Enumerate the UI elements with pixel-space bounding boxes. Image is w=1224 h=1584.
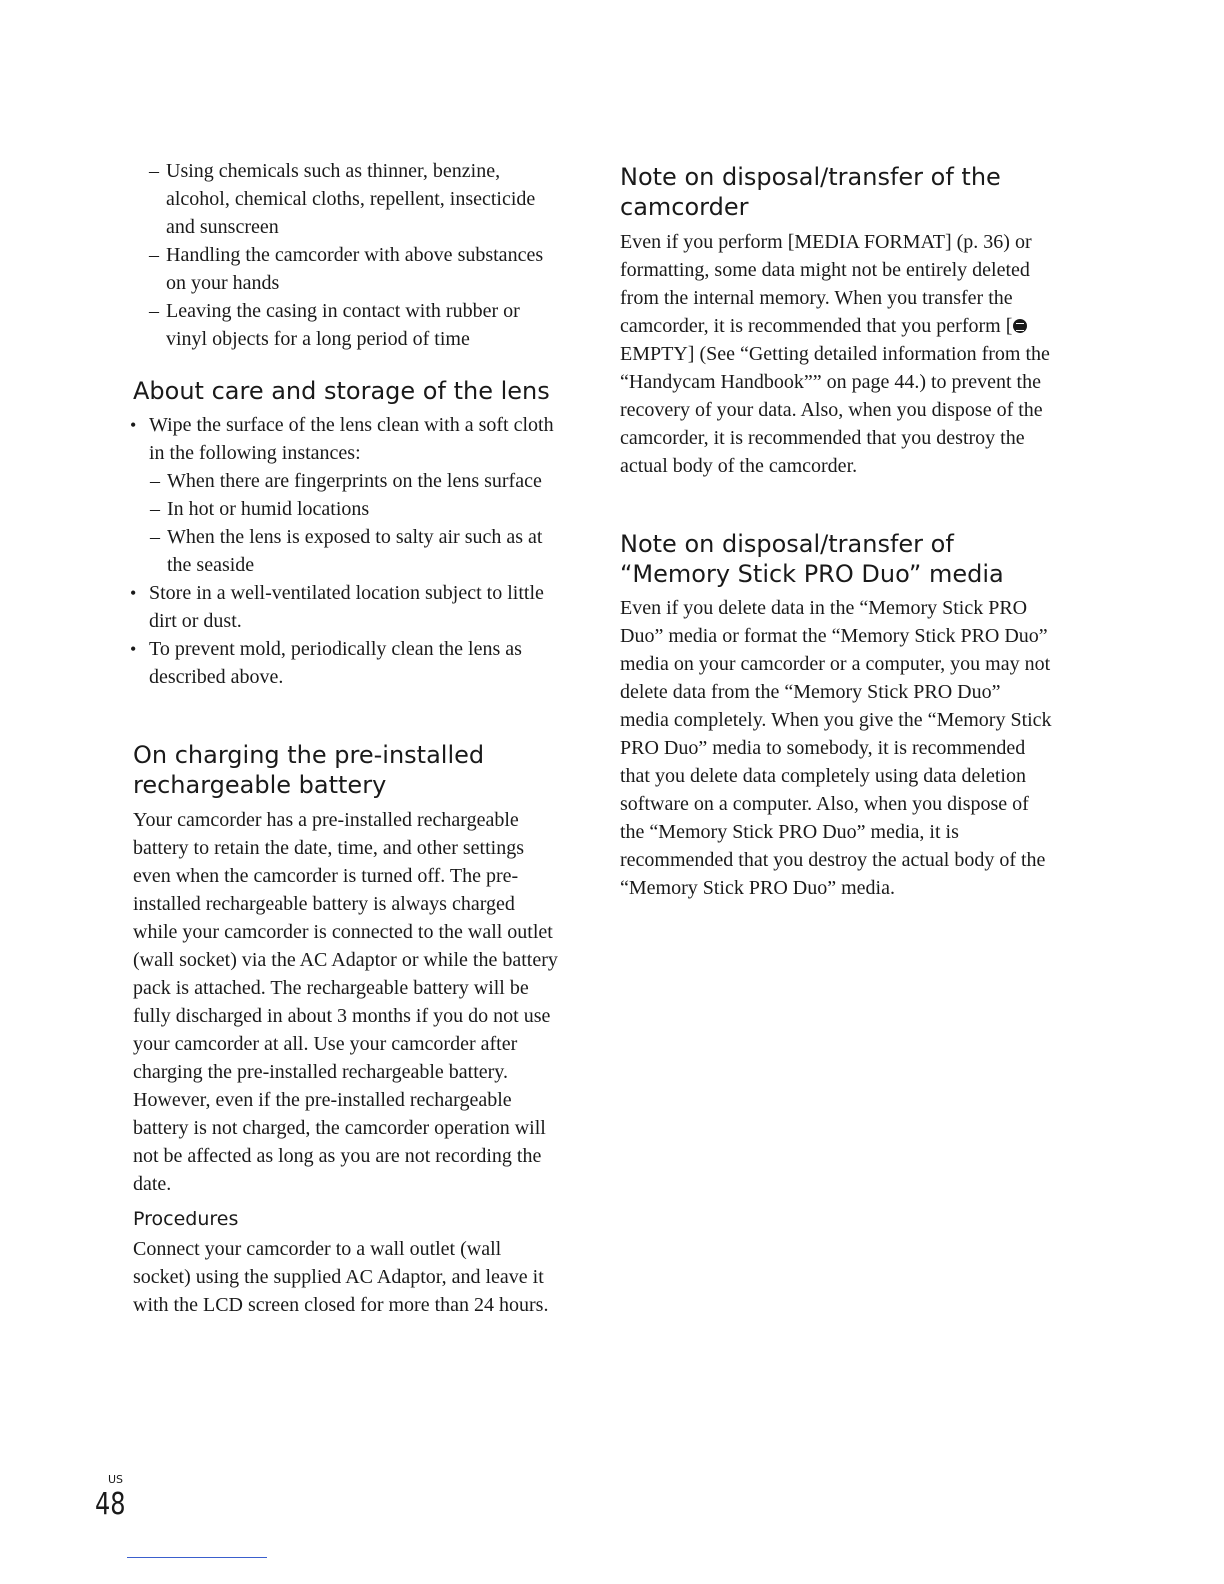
lens-sub-item-text: When there are fingerprints on the lens surface <box>167 470 542 492</box>
lens-sub-item <box>133 523 563 579</box>
bullet-marker: • <box>130 639 137 659</box>
dash-marker: – <box>150 526 160 548</box>
lens-sub-item <box>133 467 563 495</box>
procedures-heading: Procedures <box>133 1208 239 1230</box>
lens-list <box>130 411 563 691</box>
dash-item <box>133 241 563 297</box>
lens-sub-item <box>133 495 563 523</box>
region-label: US <box>108 1473 124 1486</box>
lens-bullet-text: Store in a well-ventilated location subject to little dirt or dust. <box>149 582 544 632</box>
dash-marker: – <box>149 300 159 322</box>
disposal-heading: Note on disposal/transfer of the camcorder <box>620 163 1001 221</box>
internal-memory-icon <box>1013 319 1027 333</box>
lens-bullet-text: To prevent mold, periodically clean the lens as described above. <box>149 638 522 688</box>
battery-body: Your camcorder has a pre-installed rechargeable battery to retain the date, time, and other settings even when the camcorder is turned off. The pre-installed rechargeable battery is always charged while your camcorder is connected to the wall outlet (wall socket) via the AC Adaptor or while the battery pack is attached. The rechargeable battery will be fully discharged in about 3 months if you do not use your camcorder at all. Use your camcorder after charging the pre-installed rechargeable battery. However, even if the pre-installed rechargeable battery is not charged, the camcorder operation will not be affected as long as you are not recording the date. <box>133 809 558 1195</box>
dash-marker: – <box>149 244 159 266</box>
intro-dash-list <box>133 157 563 353</box>
bullet-marker: • <box>130 583 137 603</box>
lens-sub-item-text: When the lens is exposed to salty air such as at the seaside <box>167 526 543 576</box>
lens-sub-item-text: In hot or humid locations <box>167 498 370 520</box>
lens-bullet-item <box>130 411 563 467</box>
dash-item <box>133 157 563 241</box>
lens-heading: About care and storage of the lens <box>133 377 550 405</box>
battery-heading: On charging the pre-installed rechargeable battery <box>133 741 485 799</box>
disposal-body-text-2: EMPTY] (See “Getting detailed information from the “Handycam Handbook”” on page 44.) to prevent the recovery of your data. Also, when you dispose of the camcorder, it is recommended that you destroy the actual body of the camcorder. <box>620 343 1050 477</box>
disposal-body <box>620 228 1050 480</box>
lens-bullet-text: Wipe the surface of the lens clean with a soft cloth in the following instances: <box>149 414 554 464</box>
dash-item <box>133 297 563 353</box>
dash-marker: – <box>150 498 160 520</box>
memory-stick-body: Even if you delete data in the “Memory Stick PRO Duo” media or format the “Memory Stick PRO Duo” media on your camcorder or a computer, you may not delete data from the “Memory Stick PRO Duo” media completely. When you give the “Memory Stick PRO Duo” media to somebody, it is recommended that you delete data completely using data deletion software on a computer. Also, when you dispose of the “Memory Stick PRO Duo” media, it is recommended that you destroy the actual body of the “Memory Stick PRO Duo” media. <box>620 597 1052 899</box>
dash-item-text: Leaving the casing in contact with rubber or vinyl objects for a long period of time <box>166 300 520 350</box>
dash-item-text: Handling the camcorder with above substances on your hands <box>166 244 544 294</box>
dash-item-text: Using chemicals such as thinner, benzine, alcohol, chemical cloths, repellent, insecticide and sunscreen <box>166 160 536 238</box>
procedures-body: Connect your camcorder to a wall outlet (wall socket) using the supplied AC Adaptor, and leave it with the LCD screen closed for more than 24 hours. <box>133 1238 549 1316</box>
lens-bullet-item <box>130 635 563 691</box>
page-number: 48 <box>95 1487 126 1522</box>
bottom-rule <box>127 1557 267 1558</box>
lens-bullet-item <box>130 579 563 635</box>
bullet-marker: • <box>130 415 137 435</box>
memory-stick-heading: Note on disposal/transfer of “Memory Stick PRO Duo” media <box>620 530 1004 588</box>
dash-marker: – <box>150 470 160 492</box>
disposal-body-text-1: Even if you perform [MEDIA FORMAT] (p. 36) or formatting, some data might not be entirely deleted from the internal memory. When you transfer the camcorder, it is recommended that you perform [ <box>620 231 1032 337</box>
dash-marker: – <box>149 160 159 182</box>
